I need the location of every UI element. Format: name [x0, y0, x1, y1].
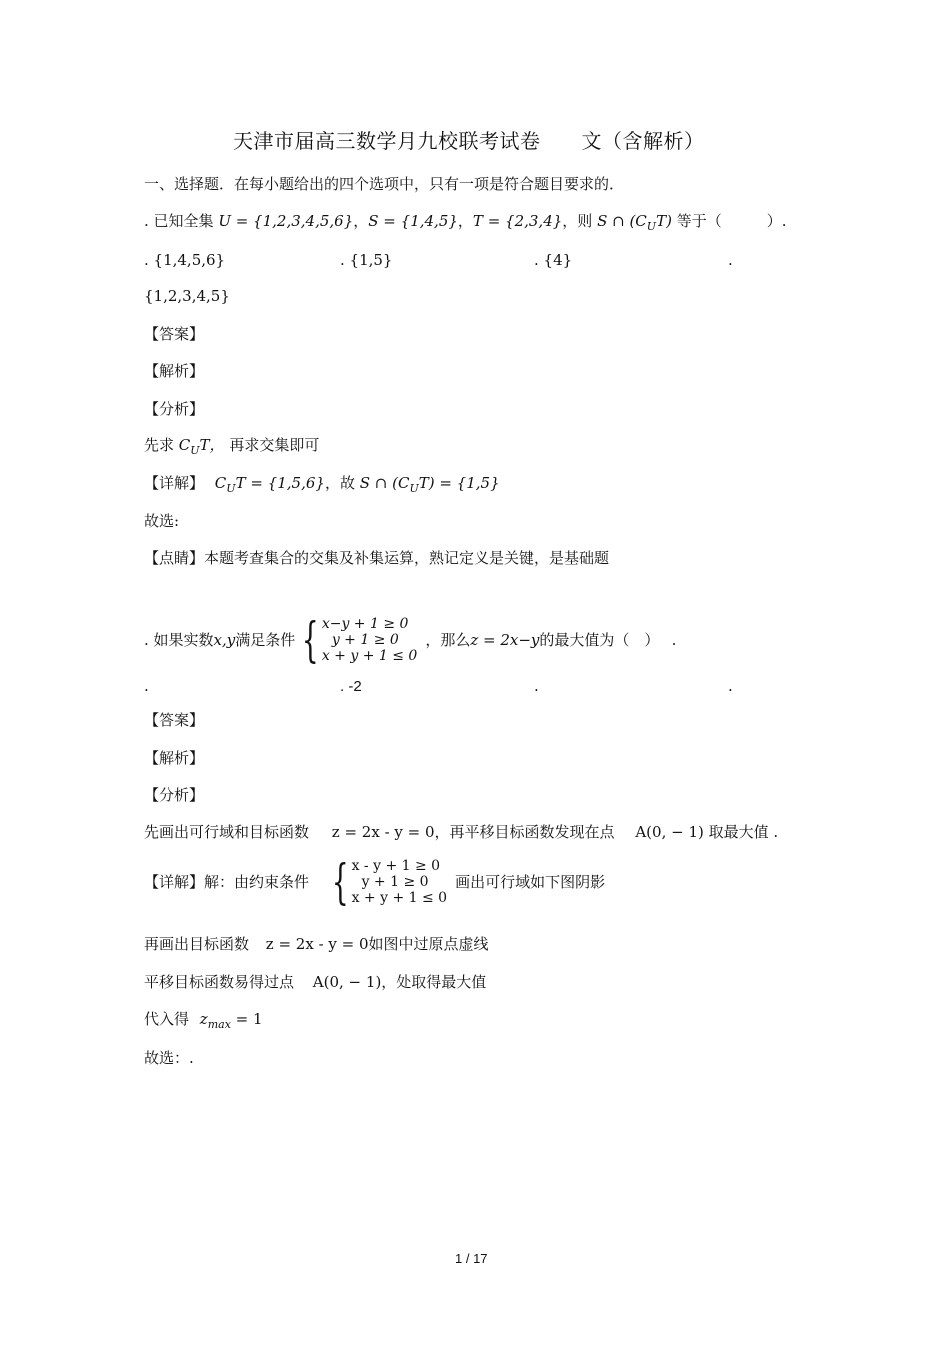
q1-detail-mid: ，故 — [324, 474, 360, 492]
q2-analysis — [144, 825, 778, 840]
q2-constraint-3: x + y + 1 ≤ 0 — [321, 648, 418, 664]
q1-detail-label: 【详解】 — [144, 474, 205, 492]
page-number: 1 / 17 — [455, 1251, 488, 1266]
q1-detail-1-sub: U — [226, 482, 236, 495]
q1-option-b: . {1,5} — [340, 251, 393, 269]
q2-line3-sub: max — [207, 1018, 231, 1031]
q1-detail-2-sub: U — [409, 482, 419, 495]
q2-line-3 — [144, 1012, 263, 1030]
q1-detail-1-end: T = {1,5,6} — [235, 474, 325, 492]
q2-line-2 — [144, 975, 486, 990]
q1-step-a: 先求 — [144, 436, 179, 454]
q2-line3-a: 代入得 — [144, 1010, 190, 1028]
q1-step-sub: U — [190, 444, 200, 457]
q1-sep1: ， — [353, 212, 369, 230]
q1-expr-sub: U — [646, 220, 657, 233]
q1-step-c: C — [178, 436, 191, 454]
q2-line2-b: ，处取得最大值 — [381, 973, 487, 991]
section-heading: 一、选择题．在每小题给出的四个选项中，只有一项是符合题目要求的． — [144, 175, 625, 193]
left-brace-icon: { — [331, 854, 349, 910]
q2-option-b: . -2 — [340, 678, 362, 695]
q1-expr: S ∩ (C — [597, 212, 647, 230]
q2-detail-b: 画出可行域如下图阴影 — [455, 872, 606, 891]
q1-stem-c: 等于（ ）. — [671, 212, 787, 230]
q2-option-c: . — [534, 677, 539, 695]
q1-answer-label: 【答案】 — [144, 325, 205, 343]
q2-answer-label: 【答案】 — [144, 711, 205, 729]
question-2-stem — [144, 612, 677, 668]
q2-line3-eq: = 1 — [230, 1010, 263, 1028]
q2-detail-constraint-3: x + y + 1 ≤ 0 — [351, 890, 448, 906]
question-1-stem — [144, 214, 786, 232]
q2-objective: z = 2x−y — [470, 630, 540, 649]
q1-detail-2: S ∩ (C — [359, 474, 410, 492]
q2-line1-b: 如图中过原点虚线 — [368, 935, 489, 953]
q2-detail — [144, 854, 606, 910]
q1-option-d: {1,2,3,4,5} — [144, 287, 230, 305]
q2-line1-a: 再画出目标函数 — [144, 935, 250, 953]
q2-fenxi-label: 【分析】 — [144, 786, 205, 804]
q2-detail-constraint-2: y + 1 ≥ 0 — [361, 874, 429, 890]
q2-vars: x,y — [213, 630, 236, 649]
q2-line1-eq: z = 2x - y = 0 — [265, 935, 369, 953]
q2-analysis-a: 先画出可行域和目标函数 — [144, 823, 310, 841]
q1-stem-b: ，则 — [562, 212, 598, 230]
q2-line2-a: 平移目标函数易得过点 — [144, 973, 295, 991]
q1-stem-a: . 已知全集 — [144, 212, 219, 230]
q2-analysis-eq: z = 2x - y = 0 — [331, 823, 435, 841]
q2-stem-a: . 如果实数 — [144, 630, 214, 649]
q1-set-u: U = {1,2,3,4,5,6} — [218, 212, 354, 230]
page-title: 天津市届高三数学月九校联考试卷 文（含解析） — [233, 129, 705, 153]
q1-sep2: ， — [457, 212, 473, 230]
q1-fenxi-label: 【分析】 — [144, 400, 205, 418]
q2-constraint-2: y + 1 ≥ 0 — [331, 632, 399, 648]
q2-stem-b: 满足条件 — [235, 630, 296, 649]
q2-detail-system — [325, 854, 448, 910]
q1-choose: 故选: — [144, 512, 180, 530]
q1-option-d-marker: . — [728, 251, 733, 269]
left-brace-icon: { — [302, 612, 319, 668]
q1-comment: 【点睛】本题考查集合的交集及补集运算，熟记定义是关键，是基础题 — [144, 549, 610, 567]
q2-option-d: . — [728, 677, 733, 695]
q2-analysis-b: ，再平移目标函数发现在点 — [434, 823, 615, 841]
q1-detail-1: C — [214, 474, 227, 492]
q1-step-b: 再求交集即可 — [224, 436, 320, 454]
q1-option-a: . {1,4,5,6} — [144, 251, 226, 269]
q1-step-t: T， — [199, 436, 225, 454]
q2-constraint-1: x−y + 1 ≥ 0 — [321, 616, 409, 632]
q1-jiexi-label: 【解析】 — [144, 362, 205, 380]
q2-line3-z: z — [199, 1010, 208, 1028]
q1-detail-2-end: T) = {1,5} — [418, 474, 500, 492]
q2-analysis-point: A(0, − 1) — [635, 823, 704, 841]
q1-analysis-step — [144, 438, 319, 456]
q2-detail-a: 【详解】解：由约束条件 — [144, 872, 310, 891]
q1-detail — [144, 476, 500, 494]
q1-set-t: T = {2,3,4} — [472, 212, 563, 230]
q1-option-c: . {4} — [534, 251, 573, 269]
q2-stem-d: 的最大值为（ ） . — [539, 630, 677, 649]
q2-constraint-system — [295, 612, 418, 668]
q2-stem-c: ，那么 — [425, 630, 471, 649]
q2-line2-point: A(0, − 1) — [312, 973, 382, 991]
q2-jiexi-label: 【解析】 — [144, 749, 205, 767]
q1-expr-end: T) — [656, 212, 672, 230]
q2-line-1 — [144, 937, 489, 952]
q2-option-a: . — [144, 677, 149, 695]
q2-detail-constraint-1: x - y + 1 ≥ 0 — [351, 858, 441, 874]
q2-analysis-c: 取最大值 . — [708, 823, 779, 841]
q1-set-s: S = {1,4,5} — [368, 212, 458, 230]
q2-choose: 故选：. — [144, 1049, 194, 1067]
